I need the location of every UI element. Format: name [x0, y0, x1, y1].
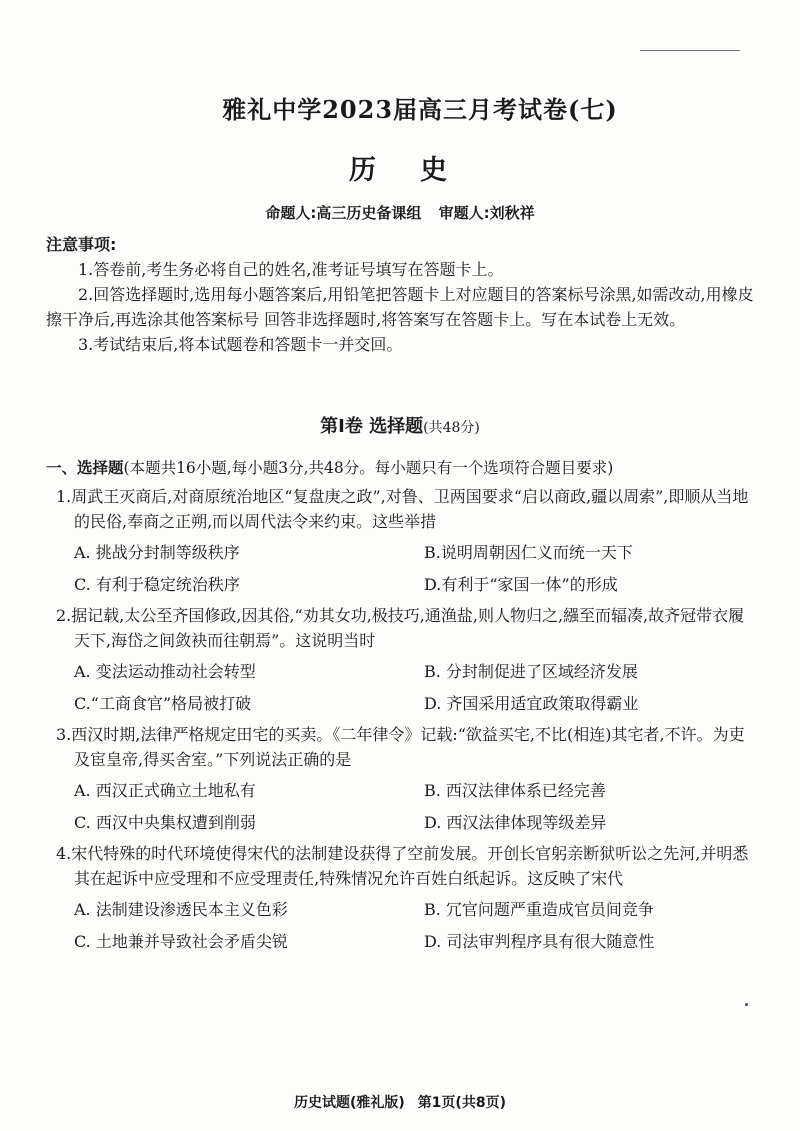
question-4 [56, 841, 756, 954]
option-c: C.“工商食官”格局被打破 [74, 694, 252, 713]
part-heading [46, 456, 756, 481]
reviewer-label: 审题人:刘秋祥 [438, 204, 535, 222]
question-stem: 1.周武王灭商后,对商原统治地区“复盘庚之政”,对鲁、卫两国要求“启以商政,疆以周索”,即顺从当地的民俗,奉商之正朔,而以周代法令来约束。这些举措 [56, 487, 749, 531]
question-3 [56, 722, 756, 835]
subject-title: 历史 [349, 155, 491, 186]
notice-item: 3.考试结束后,将本试题卷和答题卡一并交回。 [78, 335, 403, 354]
option-a: A. 挑战分封制等级秩序 [74, 543, 240, 562]
option-grid [56, 897, 756, 954]
option-grid [56, 659, 756, 716]
page-footer [0, 1092, 800, 1112]
question-stem: 4.宋代特殊的时代环境使得宋代的法制建设获得了空前发展。开创长官躬亲断狱听讼之先河,并明悉其在起诉中应受理和不应受理责任,特殊情况允许百姓白纸起诉。这反映了宋代 [56, 844, 749, 888]
section-heading [0, 412, 800, 438]
notice-item: 2.回答选择题时,选用每小题答案后,用铅笔把答题卡上对应题目的答案标号涂黑,如需改动,用橡皮擦干净后,再选涂其他答案标号 回答非选择题时,将答案写在答题卡上。写在本试卷上无效。 [46, 285, 754, 329]
option-grid [56, 540, 756, 597]
option-c: C. 土地兼并导致社会矛盾尖锐 [74, 932, 288, 951]
author-line [0, 202, 800, 223]
option-d: D. 西汉法律体现等级差异 [424, 813, 607, 832]
option-d: D. 齐国采用适宜政策取得霸业 [424, 694, 639, 713]
option-a: A. 法制建设渗透民本主义色彩 [74, 900, 288, 919]
question-area [46, 456, 756, 960]
part-instruction: (本题共16小题,每小题3分,共48分。每小题只有一个选项符合题目要求) [123, 459, 614, 477]
question-2 [56, 603, 756, 716]
option-d: D.有利于“家国一体”的形成 [424, 575, 618, 594]
option-c: C. 西汉中央集权遭到削弱 [74, 813, 256, 832]
question-stem: 2.据记载,太公至齐国修政,因其俗,“劝其女功,极技巧,通渔盐,则人物归之,繦至而辐凑,故齐冠带衣履天下,海岱之间敛袂而往朝焉”。这说明当时 [56, 606, 745, 650]
question-1 [56, 484, 756, 597]
option-grid [56, 778, 756, 835]
option-c: C. 有利于稳定统治秩序 [74, 575, 240, 594]
author-label: 命题人:高三历史备课组 [265, 204, 422, 222]
option-a: A. 变法运动推动社会转型 [74, 662, 256, 681]
footer-page: 第1页(共8页) [417, 1095, 506, 1111]
option-b: B. 冗官问题严重造成官员间竞争 [424, 900, 654, 919]
option-a: A. 西汉正式确立土地私有 [74, 781, 256, 800]
notice-item: 1.答卷前,考生务必将自己的姓名,准考证号填写在答题卡上。 [78, 260, 504, 279]
footer-paper: 历史试题(雅礼版) [294, 1095, 405, 1111]
question-stem: 3.西汉时期,法律严格规定田宅的买卖。《二年律令》记载:“欲益买宅,不比(相连)其宅者,不许。为吏及宦皇帝,得买舍室。”下列说法正确的是 [56, 725, 745, 769]
exam-title: 雅礼中学2023届高三月考试卷(七) [222, 95, 618, 124]
section-title: 第Ⅰ卷 选择题 [320, 416, 424, 437]
section-subtitle: (共48分) [423, 420, 480, 436]
option-b: B.说明周朝因仁义而统一天下 [424, 543, 633, 562]
option-d: D. 司法审判程序具有很大随意性 [424, 932, 655, 951]
top-rule [640, 50, 740, 51]
option-b: B. 分封制促进了区域经济发展 [424, 662, 638, 681]
notice-title: 注意事项: [46, 235, 117, 254]
option-b: B. 西汉法律体系已经完善 [424, 781, 606, 800]
notice-block [46, 232, 756, 357]
part-label: 一、选择题 [46, 459, 124, 477]
scan-speck [745, 1003, 748, 1006]
